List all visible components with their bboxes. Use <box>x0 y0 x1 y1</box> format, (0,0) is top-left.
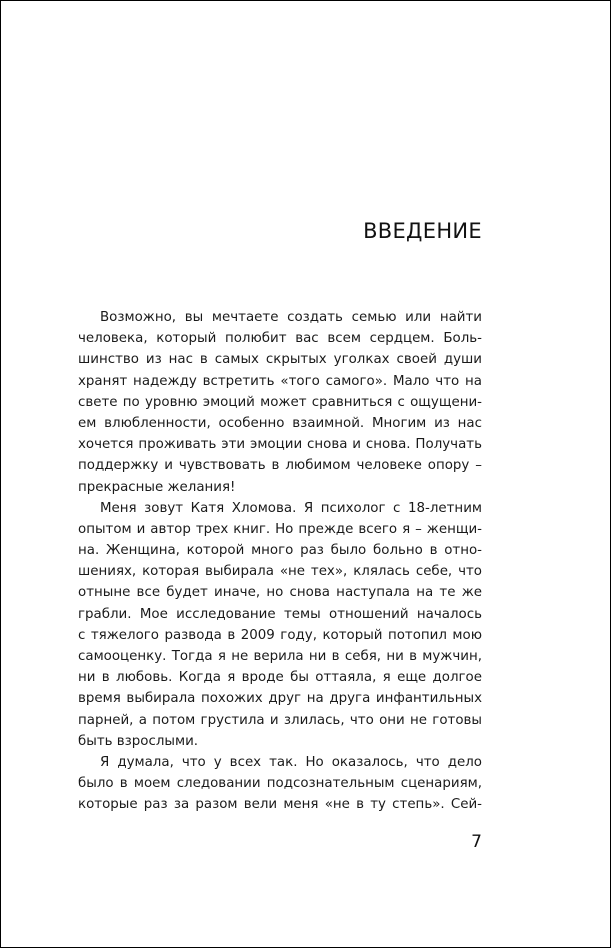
paragraph <box>78 752 482 816</box>
text-line: прекрасные желания! <box>78 479 236 495</box>
text-line: хочется проживать эти эмоции снова и снова. Получать <box>78 437 482 453</box>
text-line: человека, который полюбит вас всем сердцем. Боль- <box>78 331 482 347</box>
text-line: на. Женщина, которой много раз было больно в отно- <box>78 543 482 559</box>
text-line: свете по уровню эмоций может сравниться с ощущени- <box>78 394 482 410</box>
text-line: Меня зовут Катя Хломова. Я психолог с 18-летним <box>100 500 482 516</box>
text-line: грабли. Мое исследование темы отношений началось <box>78 606 482 622</box>
text-line: шениях, которая выбирала «не тех», клялась себе, что <box>78 564 482 580</box>
body-text <box>78 307 482 816</box>
text-line: с тяжелого развода в 2009 году, который потопил мою <box>78 627 482 643</box>
text-line: время выбирала похожих друг на друга инфантильных <box>78 691 482 707</box>
text-line: быть взрослыми. <box>78 733 199 749</box>
text-line: Я думала, что у всех так. Но оказалось, что дело <box>100 754 482 770</box>
page-number: 7 <box>471 832 482 852</box>
text-line: которые раз за разом вели меня «не в ту степь». Сей- <box>78 797 482 813</box>
text-line: опытом и автор трех книг. Но прежде всего я – женщи- <box>78 521 482 537</box>
paragraph <box>78 307 482 498</box>
text-line: ем влюбленности, особенно взаимной. Многим из нас <box>78 415 482 431</box>
text-line: шинство из нас в самых скрытых уголках своей души <box>78 352 482 368</box>
text-line: хранят надежду встретить «того самого». Мало что на <box>78 373 482 389</box>
text-line: ни в любовь. Когда я вроде бы оттаяла, я еще долгое <box>78 670 482 686</box>
text-line: было в моем следовании подсознательным сценариям, <box>78 776 482 792</box>
paragraph <box>78 498 482 752</box>
text-line: поддержку и чувствовать в любимом человеке опору – <box>78 458 482 474</box>
text-line: парней, а потом грустила и злилась, что они не готовы <box>78 712 482 728</box>
text-line: самооценку. Тогда я не верила ни в себя, ни в мужчин, <box>78 649 482 664</box>
chapter-title: ВВЕДЕНИЕ <box>363 219 482 243</box>
text-line: отныне все будет иначе, но снова наступала на те же <box>78 585 482 601</box>
text-line: Возможно, вы мечтаете создать семью или найти <box>100 310 482 325</box>
